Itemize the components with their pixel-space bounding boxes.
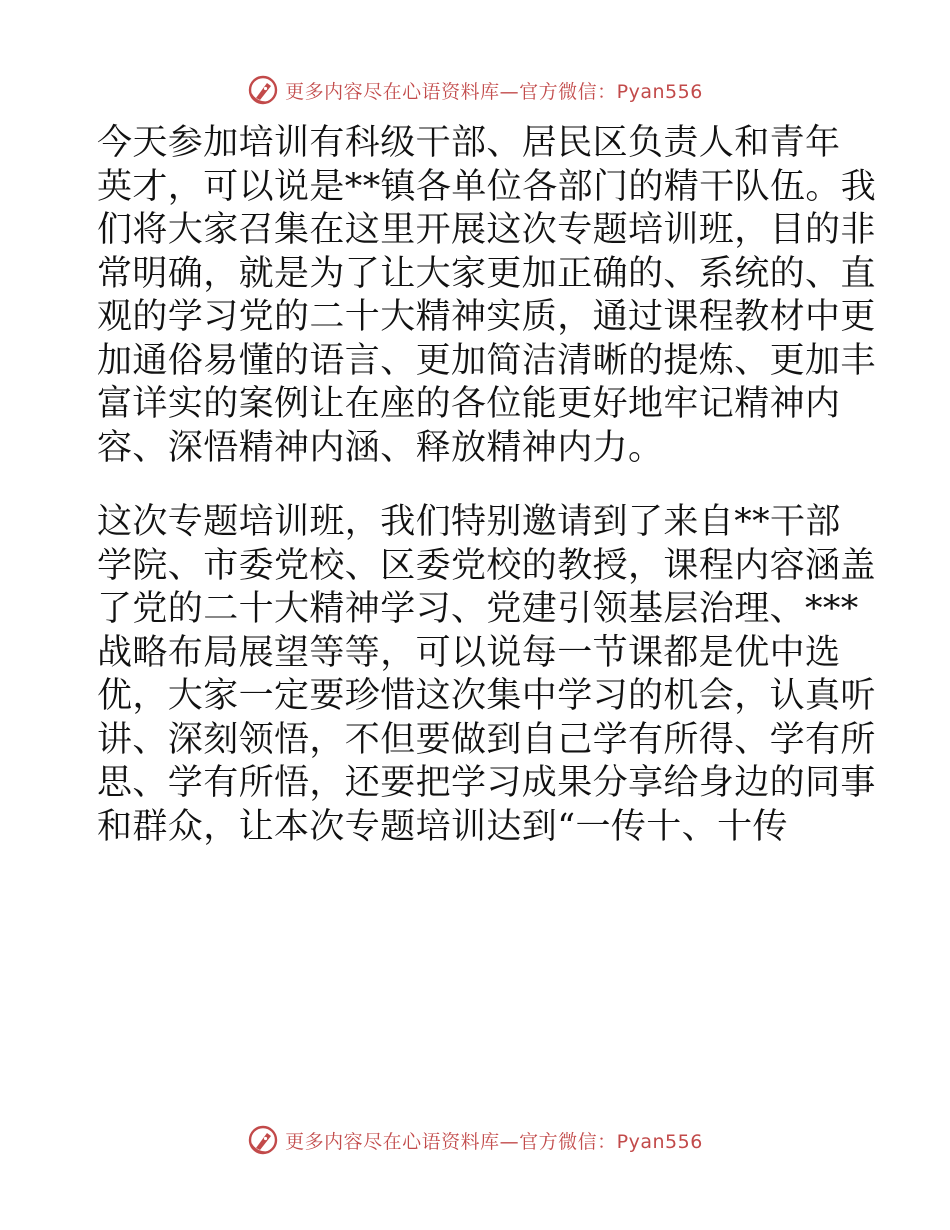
text-line: 常明确，就是为了让大家更加正确的、系统的、直: [97, 253, 876, 294]
text-line: 学院、市委党校、区委党校的教授，课程内容涵盖: [97, 545, 876, 586]
text-line: 今天参加培训有科级干部、居民区负责人和青年: [97, 123, 841, 163]
pen-nib-circle-icon: [247, 1124, 279, 1156]
header-banner-text: 更多内容尽在心语资料库—官方微信：Pyan556: [285, 80, 703, 103]
text-line: 优，大家一定要珍惜这次集中学习的机会，认真听: [97, 676, 876, 716]
text-line: 们将大家召集在这里开展这次专题培训班，目的非: [97, 210, 876, 250]
text-line: 讲、深刻领悟，不但要做到自己学有所得、学有所: [97, 719, 876, 760]
paragraph-2: [97, 501, 876, 849]
text-line: 这次专题培训班，我们特别邀请到了来自**干部: [97, 502, 841, 542]
footer-banner: [0, 1120, 950, 1160]
paragraph-1: [97, 122, 877, 470]
footer-banner-text: 更多内容尽在心语资料库—官方微信：Pyan556: [285, 1130, 703, 1153]
text-line: 富详实的案例让在座的各位能更好地牢记精神内: [97, 384, 841, 424]
header-banner: [0, 70, 950, 110]
text-line: 了党的二十大精神学习、党建引领基层治理、***: [97, 589, 859, 629]
text-line: 战略布局展望等等，可以说每一节课都是优中选: [97, 632, 841, 673]
text-line: 和群众，让本次专题培训达到“一传十、十传: [97, 806, 788, 847]
text-line: 英才，可以说是**镇各单位各部门的精干队伍。我: [97, 166, 877, 207]
text-line: 容、深悟精神内涵、释放精神内力。: [97, 427, 664, 468]
pen-nib-circle-icon: [247, 74, 279, 106]
text-line: 思、学有所悟，还要把学习成果分享给身边的同事: [97, 763, 876, 803]
text-line: 加通俗易懂的语言、更加简洁清晰的提炼、更加丰: [97, 340, 876, 381]
document-body: [97, 122, 877, 849]
text-line: 观的学习党的二十大精神实质，通过课程教材中更: [97, 297, 876, 337]
